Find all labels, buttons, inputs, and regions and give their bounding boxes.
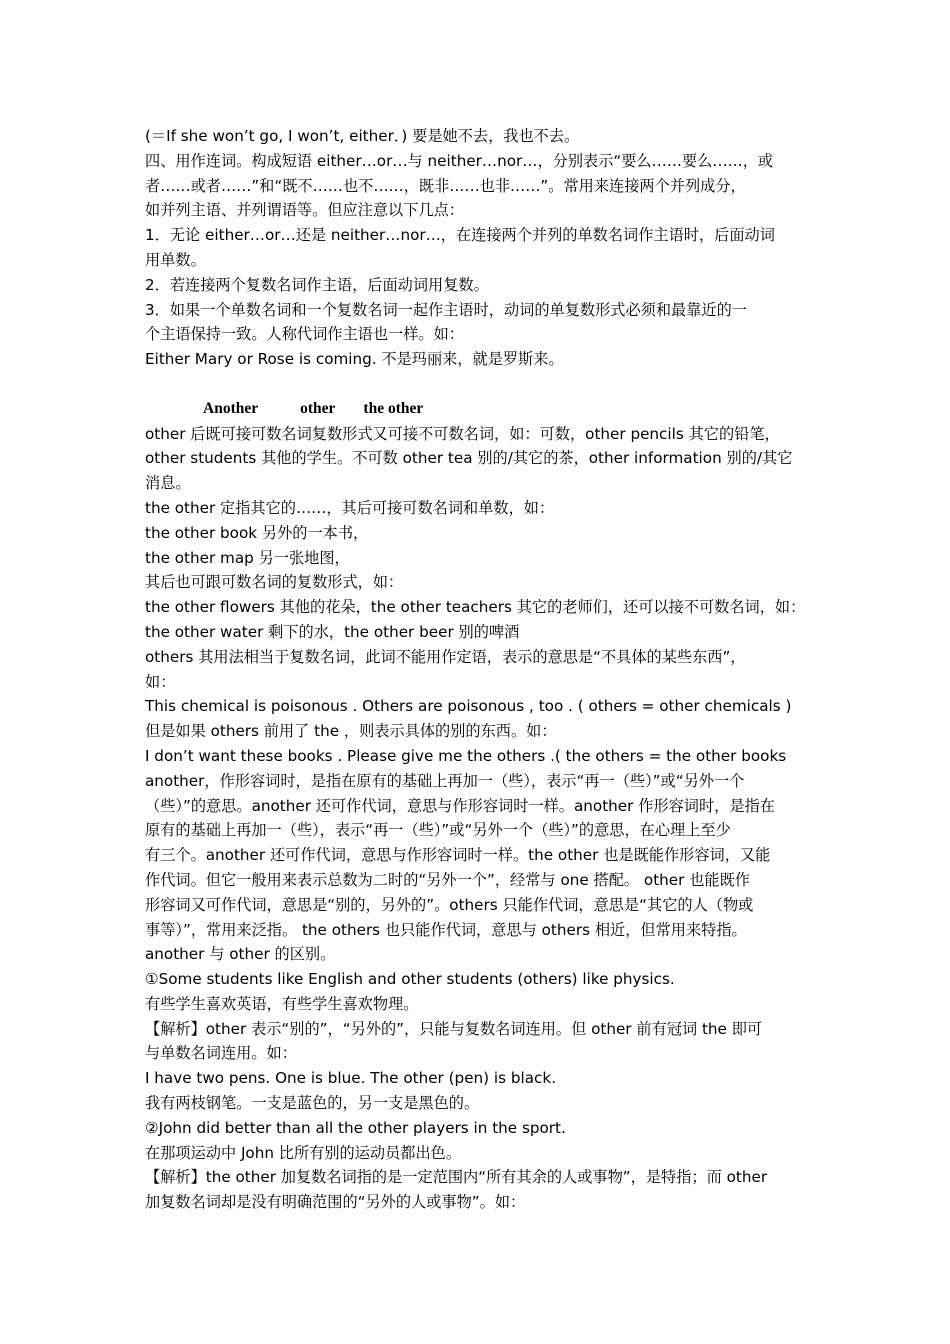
- intro-section: [145, 124, 820, 372]
- text-line: I don’t want these books . Please give me the others .( the others = the other books: [145, 746, 787, 765]
- text-line: （些）”的意思。another 还可作代词，意思与作形容词时一样。another 作形容词时，是指在: [145, 796, 775, 815]
- text-line: 原有的基础上再加一（些），表示“再一（些）”或“另外一个（些）”的意思，在心理上至少: [145, 821, 731, 840]
- text-line: other 后既可接可数名词复数形式又可接不可数名词，如：可数，other pencils 其它的铅笔，: [145, 424, 780, 443]
- text-line: other students 其他的学生。不可数 other tea 别的/其它的茶，other information 别的/其它: [145, 449, 793, 468]
- text-line: 我有两枝钢笔。一支是蓝色的，另一支是黑色的。: [145, 1094, 480, 1113]
- text-line: 有些学生喜欢英语，有些学生喜欢物理。: [145, 994, 419, 1013]
- text-line: 事等）”，常用来泛指。 the others 也只能作代词，意思与 others 相近，但常用来特指。: [145, 920, 747, 939]
- text-line: 2．若连接两个复数名词作主语，后面动词用复数。: [145, 275, 489, 294]
- text-line: 个主语保持一致。人称代词作主语也一样。如：: [145, 325, 464, 344]
- text-line: the other map 另一张地图，: [145, 548, 350, 567]
- text-line: the other 定指其它的……，其后可接可数名词和单数，如：: [145, 498, 555, 517]
- text-line: another 与 other 的区别。: [145, 945, 336, 964]
- text-line: 形容词又可作代词，意思是“别的，另外的”。others 只能作代词，意思是“其它的人（物或: [145, 895, 754, 914]
- text-line: 如并列主语、并列谓语等。但应注意以下几点：: [145, 201, 464, 220]
- text-line: the other flowers 其他的花朵，the other teachers 其它的老师们，还可以接不可数名词，如：: [145, 598, 806, 617]
- heading-word-the-other: the other: [363, 399, 424, 417]
- text-line: 其后也可跟可数名词的复数形式，如：: [145, 573, 404, 592]
- text-line: another，作形容词时，是指在原有的基础上再加一（些），表示“再一（些）”或“另外一个: [145, 771, 745, 790]
- blank-line: [145, 372, 820, 397]
- text-line: 【解析】the other 加复数名词指的是一定范围内“所有其余的人或事物”，是特指；而 other: [145, 1168, 768, 1187]
- text-line: the other book 另外的一本书，: [145, 523, 369, 542]
- text-line: 有三个。another 还可作代词，意思与作形容词时一样。the other 也是既能作形容词，又能: [145, 846, 771, 865]
- heading-word-other: other: [300, 399, 336, 417]
- text-line: ①Some students like English and other students (others) like physics.: [145, 970, 675, 989]
- text-line: 加复数名词却是没有明确范围的“另外的人或事物”。如：: [145, 1193, 526, 1212]
- text-line: 者……或者……”和“既不……也不……，既非……也非……”。常用来连接两个并列成分，: [145, 176, 746, 195]
- text-line: others 其用法相当于复数名词，此词不能用作定语，表示的意思是“不具体的某些东西”，: [145, 647, 746, 666]
- text-line: 与单数名词连用。如：: [145, 1044, 297, 1063]
- text-line: 四、用作连词。构成短语 either…or…与 neither…nor…，分别表示“要么……要么……，或: [145, 151, 774, 170]
- text-line: 作代词。但它一般用来表示总数为二时的“另外一个”，经常与 one 搭配。 other 也能既作: [145, 870, 750, 889]
- text-line: ②John did better than all the other players in the sport.: [145, 1118, 566, 1137]
- text-line: I have two pens. One is blue. The other (pen) is black.: [145, 1069, 557, 1088]
- text-line: 如：: [145, 672, 176, 691]
- text-line: the other water 剩下的水，the other beer 别的啤酒: [145, 622, 520, 641]
- usage-section: [145, 422, 820, 1216]
- text-line: 【解析】other 表示“别的”，“另外的”，只能与复数名词连用。但 other 前有冠词 the 即可: [145, 1019, 763, 1038]
- heading-word-another: Another: [203, 399, 259, 417]
- section-heading: [145, 397, 820, 422]
- text-line: (＝If she won’t go, I won’t, either．) 要是她不去，我也不去。: [145, 127, 580, 145]
- document-body: [145, 124, 820, 1215]
- text-line: This chemical is poisonous . Others are poisonous , too . ( others = other chemicals ): [145, 697, 792, 716]
- text-line: 在那项运动中 John 比所有别的运动员都出色。: [145, 1143, 462, 1162]
- text-line: 用单数。: [145, 250, 206, 269]
- text-line: 消息。: [145, 474, 191, 493]
- text-line: 1．无论 either…or…还是 neither…nor…，在连接两个并列的单数名词作主语时，后面动词: [145, 226, 775, 245]
- text-line: 但是如果 others 前用了 the ，则表示具体的别的东西。如：: [145, 722, 557, 741]
- text-line: 3．如果一个单数名词和一个复数名词一起作主语时，动词的单复数形式必须和最靠近的一: [145, 300, 747, 319]
- text-line: Either Mary or Rose is coming. 不是玛丽来，就是罗斯来。: [145, 350, 564, 369]
